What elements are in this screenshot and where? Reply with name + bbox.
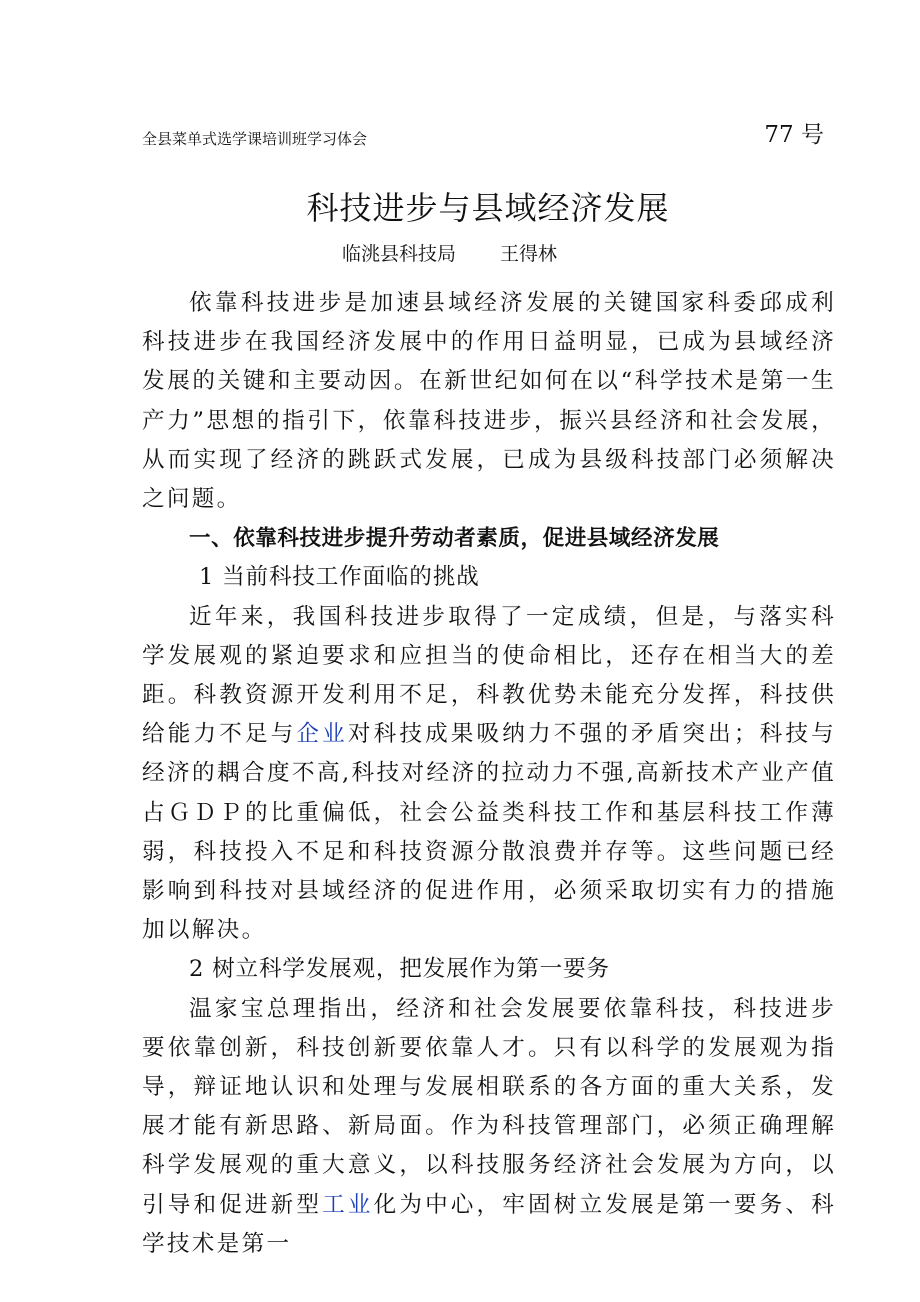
paragraph-development (142, 990, 836, 1264)
link-enterprise[interactable]: 企业 (296, 721, 348, 748)
author-name: 王得林 (500, 243, 558, 265)
paragraph-challenges (142, 598, 836, 951)
paragraph-text: 温家宝总理指出，经济和社会发展要依靠科技，科技进步要依靠创新，科技创新要依靠人才。只有以科学的发展观为指导，辩证地认识和处理与发展相联系的各方面的重大关系，发展才能有新思路、新局面。作为科技管理部门，必须正确理解科学发展观的重大意义，以科技服务经济社会发展为方向，以引导和促进新型 (142, 995, 836, 1218)
subsection-heading-1: 1 当前科技工作面临的挑战 (199, 564, 480, 591)
author-organization: 临洮县科技局 (342, 243, 457, 265)
document-body (142, 284, 836, 1264)
header-caption: 全县菜单式选学课培训班学习体会 (142, 130, 368, 148)
document-number: 77 号 (764, 122, 824, 148)
byline (342, 240, 557, 268)
subsection-heading-2: 2 树立科学发展观，把发展作为第一要务 (189, 956, 610, 983)
paragraph-text: 化为中心，牢固树立发展是第一要务、科学技术是第一 (142, 1191, 836, 1257)
paragraph-intro: 依靠科技进步是加速县域经济发展的关键国家科委邱成利科技进步在我国经济发展中的作用日益明显，已成为县域经济发展的关键和主要动因。在新世纪如何在以“科学技术是第一生产力”思想的指引下，依靠科技进步，振兴县经济和社会发展，从而实现了经济的跳跃式发展，已成为县级科技部门必须解决之问题。 (142, 290, 836, 513)
section-heading-1: 一、依靠科技进步提升劳动者素质，促进县域经济发展 (189, 526, 720, 552)
document-title: 科技进步与县域经济发展 (306, 189, 670, 227)
paragraph-text: 近年来，我国科技进步取得了一定成绩，但是，与落实科学发展观的紧迫要求和应担当的使命相比，还存在相当大的差距。科教资源开发利用不足，科教优势未能充分发挥，科技供给能力不足与 (142, 603, 836, 748)
paragraph-text: 对科技成果吸纳力不强的矛盾突出；科技与经济的耦合度不高,科技对经济的拉动力不强,高新技术产业产值占ＧＤＰ的比重偏低，社会公益类科技工作和基层科技工作薄弱，科技投入不足和科技资源分散浪费并存等。这些问题已经影响到科技对县域经济的促进作用，必须采取切实有力的措施加以解决。 (142, 721, 836, 944)
link-industry[interactable]: 工业 (322, 1191, 374, 1218)
